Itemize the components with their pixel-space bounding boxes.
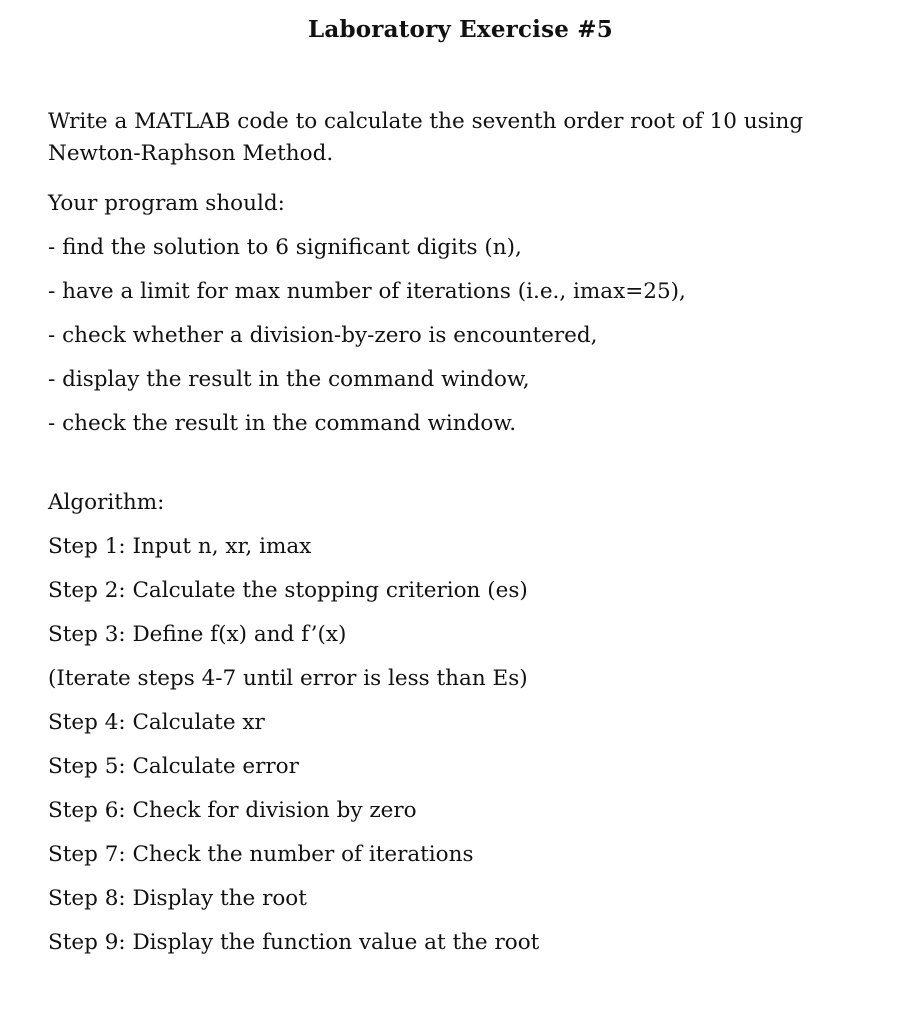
- requirement-item: - find the solution to 6 significant digits (n),: [48, 235, 522, 260]
- algorithm-step: Step 6: Check for division by zero: [48, 798, 417, 823]
- requirements-section: [48, 182, 868, 446]
- algorithm-step: Step 1: Input n, xr, imax: [48, 534, 312, 559]
- requirements-heading: Your program should:: [48, 191, 285, 216]
- algorithm-step: Step 4: Calculate xr: [48, 710, 265, 735]
- algorithm-step: Step 3: Define f(x) and f’(x): [48, 622, 347, 647]
- exercise-description: [48, 106, 868, 446]
- algorithm-step: Step 5: Calculate error: [48, 754, 299, 779]
- algorithm-note: (Iterate steps 4-7 until error is less than Es): [48, 666, 528, 691]
- requirement-item: - check whether a division-by-zero is encountered,: [48, 323, 598, 348]
- document-title: Laboratory Exercise #5: [308, 16, 613, 43]
- requirement-item: - display the result in the command window,: [48, 367, 530, 392]
- algorithm-step: Step 8: Display the root: [48, 886, 307, 911]
- intro-paragraph: Write a MATLAB code to calculate the seventh order root of 10 using Newton-Raphson Method.: [48, 109, 804, 166]
- algorithm-section: [48, 481, 868, 965]
- algorithm-step: Step 9: Display the function value at the root: [48, 930, 540, 955]
- algorithm-step: Step 2: Calculate the stopping criterion (es): [48, 578, 528, 603]
- algorithm-step: Step 7: Check the number of iterations: [48, 842, 474, 867]
- algorithm-heading: Algorithm:: [48, 490, 165, 515]
- requirement-item: - have a limit for max number of iterations (i.e., imax=25),: [48, 279, 686, 304]
- requirement-item: - check the result in the command window.: [48, 411, 517, 436]
